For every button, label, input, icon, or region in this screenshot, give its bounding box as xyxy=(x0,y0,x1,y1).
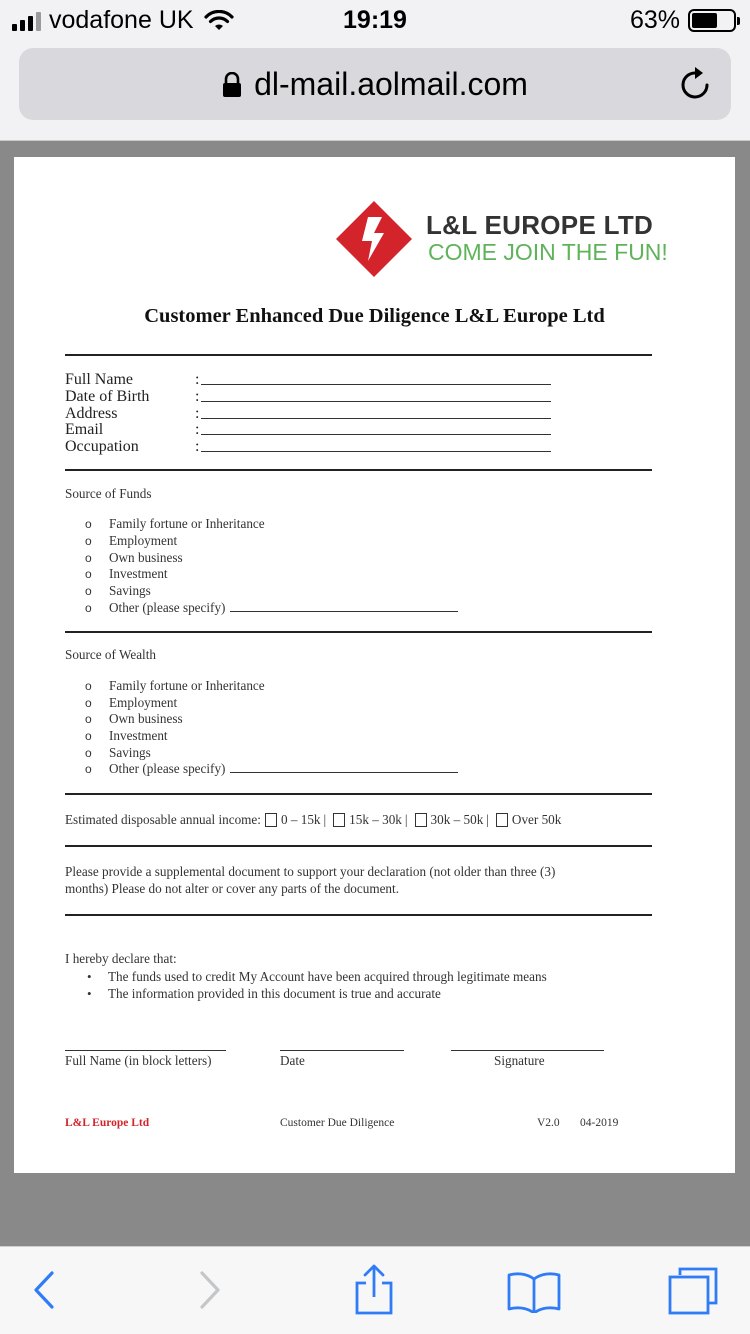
field-label: Occupation xyxy=(65,438,139,455)
field-label: Full Name xyxy=(65,371,133,388)
section-heading-wealth: Source of Wealth xyxy=(65,647,156,662)
back-icon[interactable] xyxy=(30,1267,58,1313)
blank-line xyxy=(201,451,551,452)
supplemental-line-2: months) Please do not alter or cover any parts of the document. xyxy=(65,881,399,896)
address-bar[interactable] xyxy=(19,48,731,120)
divider xyxy=(65,914,652,916)
document-page xyxy=(14,157,735,1173)
list-item: o Own business xyxy=(85,550,183,565)
list-item: • The information provided in this document is true and accurate xyxy=(87,986,441,1001)
divider xyxy=(65,793,652,795)
blank-line xyxy=(230,600,458,612)
field-occupation: Occupation : xyxy=(65,438,565,455)
list-item: o Investment xyxy=(85,728,168,743)
field-address: Address : xyxy=(65,405,565,422)
battery-percent: 63% xyxy=(629,6,680,34)
field-label: Address xyxy=(65,405,118,422)
lock-icon xyxy=(222,72,242,98)
supplemental-line-1: Please provide a supplemental document to support your declaration (not older than three (3) xyxy=(65,864,556,879)
logo-tagline: COME JOIN THE FUN! xyxy=(428,239,668,265)
field-email: Email : xyxy=(65,421,565,438)
signature-label-signature: Signature xyxy=(494,1053,545,1068)
company-logo-icon xyxy=(334,199,414,279)
clock: 19:19 xyxy=(343,6,407,34)
list-item: o Own business xyxy=(85,711,183,726)
signature-blank-name xyxy=(65,1050,226,1051)
logo-title: L&L EUROPE LTD xyxy=(426,210,654,240)
blank-line xyxy=(201,434,551,435)
income-checkbox[interactable] xyxy=(415,813,427,827)
list-item: o Employment xyxy=(85,695,178,710)
list-item: o Investment xyxy=(85,566,168,581)
list-item: o Family fortune or Inheritance xyxy=(85,516,265,531)
field-full-name: Full Name : xyxy=(65,371,565,388)
income-checkbox[interactable] xyxy=(265,813,277,827)
list-item: o Other (please specify) xyxy=(85,761,458,778)
document-viewer[interactable] xyxy=(0,140,750,1246)
blank-line xyxy=(201,418,551,419)
carrier-name: vodafone UK xyxy=(49,6,194,34)
signature-blank-date xyxy=(280,1050,404,1051)
list-item: o Savings xyxy=(85,583,151,598)
blank-line xyxy=(201,401,551,402)
list-item: o Other (please specify) xyxy=(85,600,458,617)
bookmarks-icon[interactable] xyxy=(506,1269,562,1313)
list-item: • The funds used to credit My Account have been acquired through legitimate means xyxy=(87,969,547,984)
income-checkbox[interactable] xyxy=(333,813,345,827)
footer-doc-name: Customer Due Diligence xyxy=(280,1117,395,1129)
income-checkbox[interactable] xyxy=(496,813,508,827)
signature-label-name: Full Name (in block letters) xyxy=(65,1053,212,1068)
field-label: Date of Birth xyxy=(65,388,150,405)
url-display[interactable] xyxy=(19,66,731,103)
url-text[interactable]: dl-mail.aolmail.com xyxy=(254,66,528,102)
battery-icon xyxy=(688,9,736,32)
reload-icon[interactable] xyxy=(679,65,713,101)
list-item: o Savings xyxy=(85,745,151,760)
share-icon[interactable] xyxy=(352,1263,396,1317)
field-label: Email xyxy=(65,421,104,438)
declaration-intro: I hereby declare that: xyxy=(65,951,177,966)
list-item: o Employment xyxy=(85,533,178,548)
divider xyxy=(65,469,652,471)
divider xyxy=(65,845,652,847)
browser-toolbar xyxy=(0,1246,750,1334)
divider xyxy=(65,631,652,633)
income-label: Estimated disposable annual income: xyxy=(65,812,261,827)
footer-version: V2.0 xyxy=(537,1117,560,1129)
signature-blank-signature xyxy=(451,1050,604,1051)
blank-line xyxy=(201,384,551,385)
forward-icon[interactable] xyxy=(196,1267,224,1313)
footer-company: L&L Europe Ltd xyxy=(65,1117,150,1129)
battery-fill xyxy=(692,13,717,28)
blank-line xyxy=(230,761,458,773)
document-title: Customer Enhanced Due Diligence L&L Europe Ltd xyxy=(144,305,605,327)
list-item: o Family fortune or Inheritance xyxy=(85,678,265,693)
section-heading-funds: Source of Funds xyxy=(65,486,152,501)
status-right xyxy=(630,6,736,35)
field-date-of-birth: Date of Birth : xyxy=(65,388,565,405)
income-row: Estimated disposable annual income: 0 – 15k | 15k – 30k | 30k – 50k | Over 50k xyxy=(65,812,562,827)
tabs-icon[interactable] xyxy=(666,1265,720,1315)
status-bar xyxy=(0,0,750,40)
signature-label-date: Date xyxy=(280,1053,305,1068)
divider xyxy=(65,354,652,356)
footer-date: 04-2019 xyxy=(580,1117,619,1129)
